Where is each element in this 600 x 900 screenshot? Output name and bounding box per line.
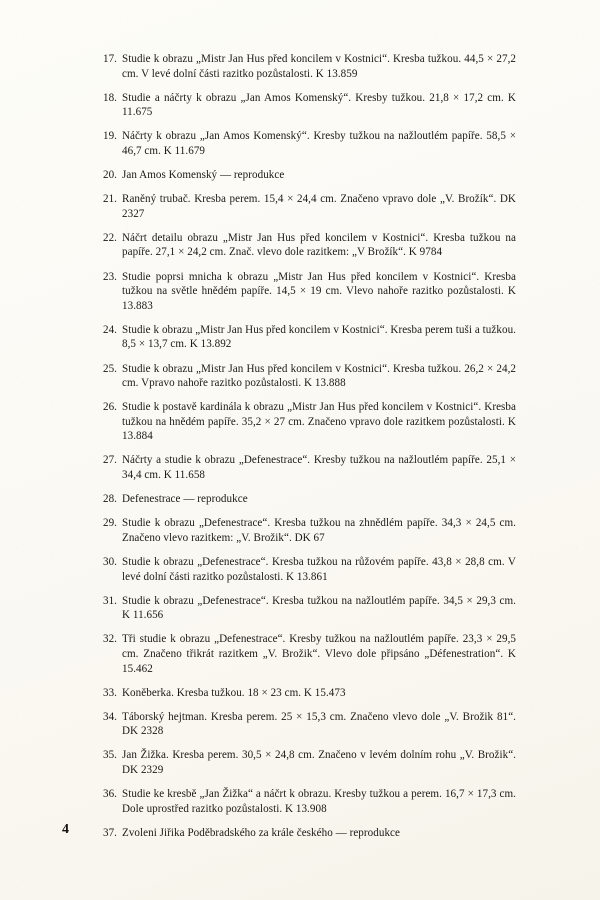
- catalog-entry-number: 24.: [102, 323, 117, 336]
- catalog-entry-number: 34.: [102, 710, 117, 723]
- catalog-entry-text: Studie k obrazu „Defenestrace“. Kresba tužkou na zhnědlém papíře. 34,3 × 24,5 cm. Značeno vlevo razitkem: „V. Brožik“. DK 67: [122, 517, 516, 544]
- catalog-entry-number: 33.: [102, 686, 117, 699]
- catalog-entry: [96, 787, 516, 816]
- catalog-entry-text: Náčrty a studie k obrazu „Defenestrace“. Kresby tužkou na nažloutlém papíře. 25,1 × 34,4 cm. K 11.658: [122, 454, 516, 482]
- catalog-entry-number: 19.: [102, 130, 117, 143]
- catalog-entry: [96, 362, 516, 391]
- catalog-entry-text: Jan Amos Komenský — reprodukce: [122, 169, 285, 182]
- catalog-entry: [96, 748, 516, 777]
- catalog-entry-text: Raněný trubač. Kresba perem. 15,4 × 24,4 cm. Značeno vpravo dole „V. Brožík“. DK 2327: [122, 193, 516, 220]
- catalog-entry-number: 17.: [102, 53, 117, 65]
- catalog-entry-number: 23.: [102, 270, 117, 283]
- catalog-entry: [96, 168, 516, 183]
- catalog-entry: [96, 231, 516, 260]
- catalog-entry-number: 36.: [102, 788, 117, 801]
- catalog-entry-text: Defenestrace — reprodukce: [122, 493, 248, 506]
- catalog-entry: [96, 492, 516, 507]
- catalog-entry: [96, 91, 516, 120]
- catalog-entry: [96, 129, 516, 158]
- catalog-entry-number: 27.: [102, 454, 117, 467]
- catalog-entry: [96, 686, 516, 701]
- catalog-entry: [96, 632, 516, 676]
- catalog-entry-text: Studie k postavě kardinála k obrazu „Mistr Jan Hus před koncilem v Kostnici“. Kresba tužkou na hnědém papíře. 35,2 × 27 cm. Značeno vpravo dole razitkem pozůstalosti. K 13.884: [122, 401, 516, 443]
- catalog-entry-number: 32.: [102, 633, 117, 646]
- catalog-entry-text: Jan Žižka. Kresba perem. 30,5 × 24,8 cm. Značeno v levém dolním rohu „V. Brožik“. DK 2329: [122, 749, 516, 776]
- catalog-entry-text: Táborský hejtman. Kresba perem. 25 × 15,3 cm. Značeno vlevo dole „V. Brožik 81“. DK 2328: [122, 710, 516, 738]
- catalog-entry-number: 29.: [102, 517, 117, 530]
- catalog-entry-text: Koněberka. Kresba tužkou. 18 × 23 cm. K 15.473: [122, 686, 346, 699]
- catalog-entry-number: 30.: [102, 555, 117, 568]
- page-number: 4: [62, 822, 69, 837]
- catalog-entry-number: 25.: [102, 362, 117, 375]
- catalog-entry-number: 31.: [102, 594, 117, 607]
- catalog-entry-number: 20.: [102, 169, 117, 182]
- catalog-entry: [96, 52, 516, 81]
- catalog-entry-text: Studie ke kresbě „Jan Žižka“ a náčrt k obrazu. Kresby tužkou a perem. 16,7 × 17,3 cm. Dole uprostřed razitko pozůstalosti. K 13.908: [122, 788, 516, 815]
- catalog-entry-text: Studie k obrazu „Mistr Jan Hus před koncilem v Kostnici“. Kresba perem tuši a tužkou. 8,5 × 13,7 cm. K 13.892: [122, 323, 516, 351]
- catalog-entry-text: Studie k obrazu „Defenestrace“. Kresba tužkou na růžovém papíře. 43,8 × 28,8 cm. V levé dolní části razitko pozůstalosti. K 13.861: [122, 555, 516, 583]
- catalog-entry-list: [96, 52, 516, 840]
- catalog-entry-number: 26.: [102, 401, 117, 414]
- catalog-entry: [96, 826, 516, 841]
- catalog-entry-number: 28.: [102, 493, 117, 506]
- catalog-entry: [96, 555, 516, 584]
- catalog-entry-number: 37.: [102, 826, 117, 839]
- catalog-entry: [96, 270, 516, 314]
- catalog-entry-text: Studie k obrazu „Defenestrace“. Kresba tužkou na nažloutlém papíře. 34,5 × 29,3 cm. K 11.656: [122, 594, 516, 622]
- catalog-entry: [96, 594, 516, 623]
- catalog-entry: [96, 323, 516, 352]
- catalog-entry-text: Náčrt detailu obrazu „Mistr Jan Hus před koncilem v Kostnici“. Kresba tužkou na papíře. 27,1 × 24,2 cm. Znač. vlevo dole razitkem: „V Brožík“. K 9784: [122, 231, 516, 259]
- catalog-entry: [96, 516, 516, 545]
- catalog-entry-text: Studie poprsi mnicha k obrazu „Mistr Jan Hus před koncilem v Kostnici“. Kresba tužkou na světle hnědém papíře. 14,5 × 19 cm. Vlevo nahoře razitko pozůstalosti. K 13.883: [122, 270, 516, 312]
- catalog-entry-number: 35.: [102, 749, 117, 762]
- catalog-entry-text: Studie a náčrty k obrazu „Jan Amos Komenský“. Kresby tužkou. 21,8 × 17,2 cm. K 11.675: [122, 91, 516, 119]
- catalog-entry: [96, 400, 516, 444]
- catalog-entry-text: Tři studie k obrazu „Defenestrace“. Kresby tužkou na nažloutlém papíře. 23,3 × 29,5 cm. Značeno třikrát razitkem „V. Brožik“. Vlevo dole připsáno „Défenestration“. K 15.462: [122, 633, 516, 675]
- catalog-entry-number: 21.: [102, 193, 117, 206]
- catalog-entry-text: Náčrty k obrazu „Jan Amos Komenský“. Kresby tužkou na nažloutlém papíře. 58,5 × 46,7 cm. K 11.679: [122, 130, 516, 157]
- catalog-entry-number: 18.: [102, 91, 117, 104]
- catalog-entry-text: Studie k obrazu „Mistr Jan Hus před koncilem v Kostnici“. Kresba tužkou. 26,2 × 24,2 cm. Vpravo nahoře razitko pozůstalosti. K 13.888: [122, 362, 516, 390]
- catalog-entry: [96, 192, 516, 221]
- catalog-entry: [96, 710, 516, 739]
- catalog-entry-text: Zvoleni Jiřika Poděbradského za krále českého — reprodukce: [122, 826, 400, 839]
- catalog-entry: [96, 453, 516, 482]
- catalog-entry-text: Studie k obrazu „Mistr Jan Hus před koncilem v Kostnici“. Kresba tužkou. 44,5 × 27,2 cm. V levé dolní části razitko pozůstalosti. K 13.859: [122, 53, 516, 80]
- catalog-entry-number: 22.: [102, 231, 117, 244]
